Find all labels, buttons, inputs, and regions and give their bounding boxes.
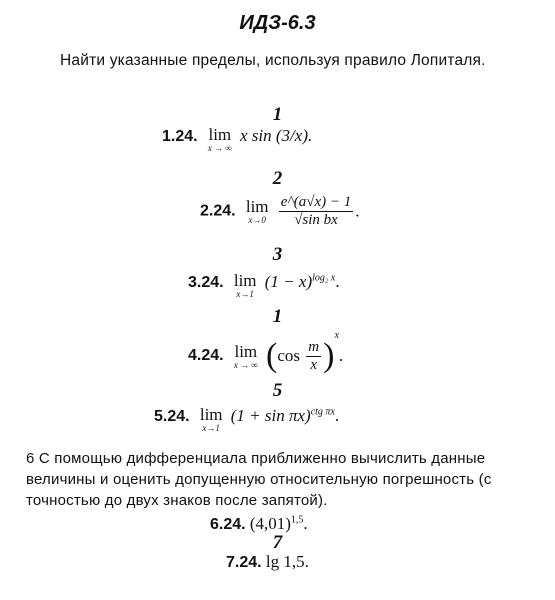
problem-7-24 [226, 552, 309, 572]
fraction-denominator: √sin bx [294, 212, 338, 228]
problem-1-24 [162, 126, 312, 153]
group-number-7: 7 [272, 532, 283, 553]
fraction [306, 339, 321, 374]
exponent: ctg πx [310, 406, 335, 418]
limit-operator: lim x → ∞ [207, 125, 232, 153]
problem-number: 3.24. [188, 274, 224, 291]
group-number-1: 1 [272, 104, 283, 125]
problem-5-24: 5.24. lim x→1 $(1 + \sin \pi x)^{ctg \pi x}$. [154, 405, 340, 433]
fraction-numerator: m [308, 338, 320, 355]
problem-4-24: 4.24. lim x → ∞ (cos $\frac{m}{x}$ )$^x$. [188, 330, 344, 375]
group-number-4: 1 [272, 306, 283, 327]
page-title: ИДЗ-6.3 [239, 12, 316, 34]
fraction-denominator: x [310, 356, 318, 373]
problem-2-24: 2.24. lim x→0 $\frac{e\^{}(a√x) - 1}{\text{√sin bx}}$ . [200, 194, 360, 228]
problem-expression: (4,01) [249, 514, 291, 533]
limit-subscript: x → ∞ [233, 359, 258, 370]
function-name: cos [277, 346, 301, 366]
fraction [279, 194, 354, 229]
group-number-5: 5 [272, 380, 283, 401]
problem-number: 2.24. [200, 202, 236, 220]
problem-number: 7.24. [226, 554, 262, 571]
problem-number: 5.24. [154, 408, 190, 425]
problem-6-24: 6.24. $(4,01)^{1,5}$. [210, 514, 308, 533]
task-6-description: 6 С помощью дифференциала приближенно вычислить данные величины и оценить допущенную относительную погрешность (с точностью до двух знаков после запятой). [26, 450, 492, 509]
exponent: log₂ x [312, 272, 336, 284]
problem-number: 1.24. [162, 128, 198, 145]
problem-number: 4.24. [188, 347, 224, 365]
limit-operator: lim x→0 [245, 197, 269, 225]
problem-number: 6.24. [210, 516, 246, 533]
group-number-3: 3 [272, 244, 283, 265]
problem-expression: x sin (3/x). [240, 126, 313, 145]
fraction-numerator: e^(a√x) − 1 [280, 194, 352, 210]
limit-operator: lim x→1 [233, 271, 257, 299]
limit-subscript: x→0 [248, 215, 266, 225]
problem-expression: lg 1,5. [265, 552, 309, 571]
task-intro: Найти указанные пределы, используя правило Лопиталя. [60, 52, 486, 69]
problem-expression: (1 + sin πx) [230, 406, 311, 425]
exponent: x [334, 330, 339, 341]
problem-expression: (1 − x) [264, 272, 313, 291]
problem-3-24: 3.24. lim x→1 $(1 - x)^{log_2 x}$. [188, 271, 340, 299]
limit-subscript: x→1 [236, 289, 254, 299]
group-number-2: 2 [272, 168, 283, 189]
limit-subscript: x→1 [202, 423, 220, 433]
limit-operator: lim x → ∞ [233, 341, 258, 370]
limit-subscript: x → ∞ [207, 143, 232, 153]
limit-operator: lim x→1 [199, 405, 223, 433]
exponent: 1,5 [290, 514, 304, 526]
